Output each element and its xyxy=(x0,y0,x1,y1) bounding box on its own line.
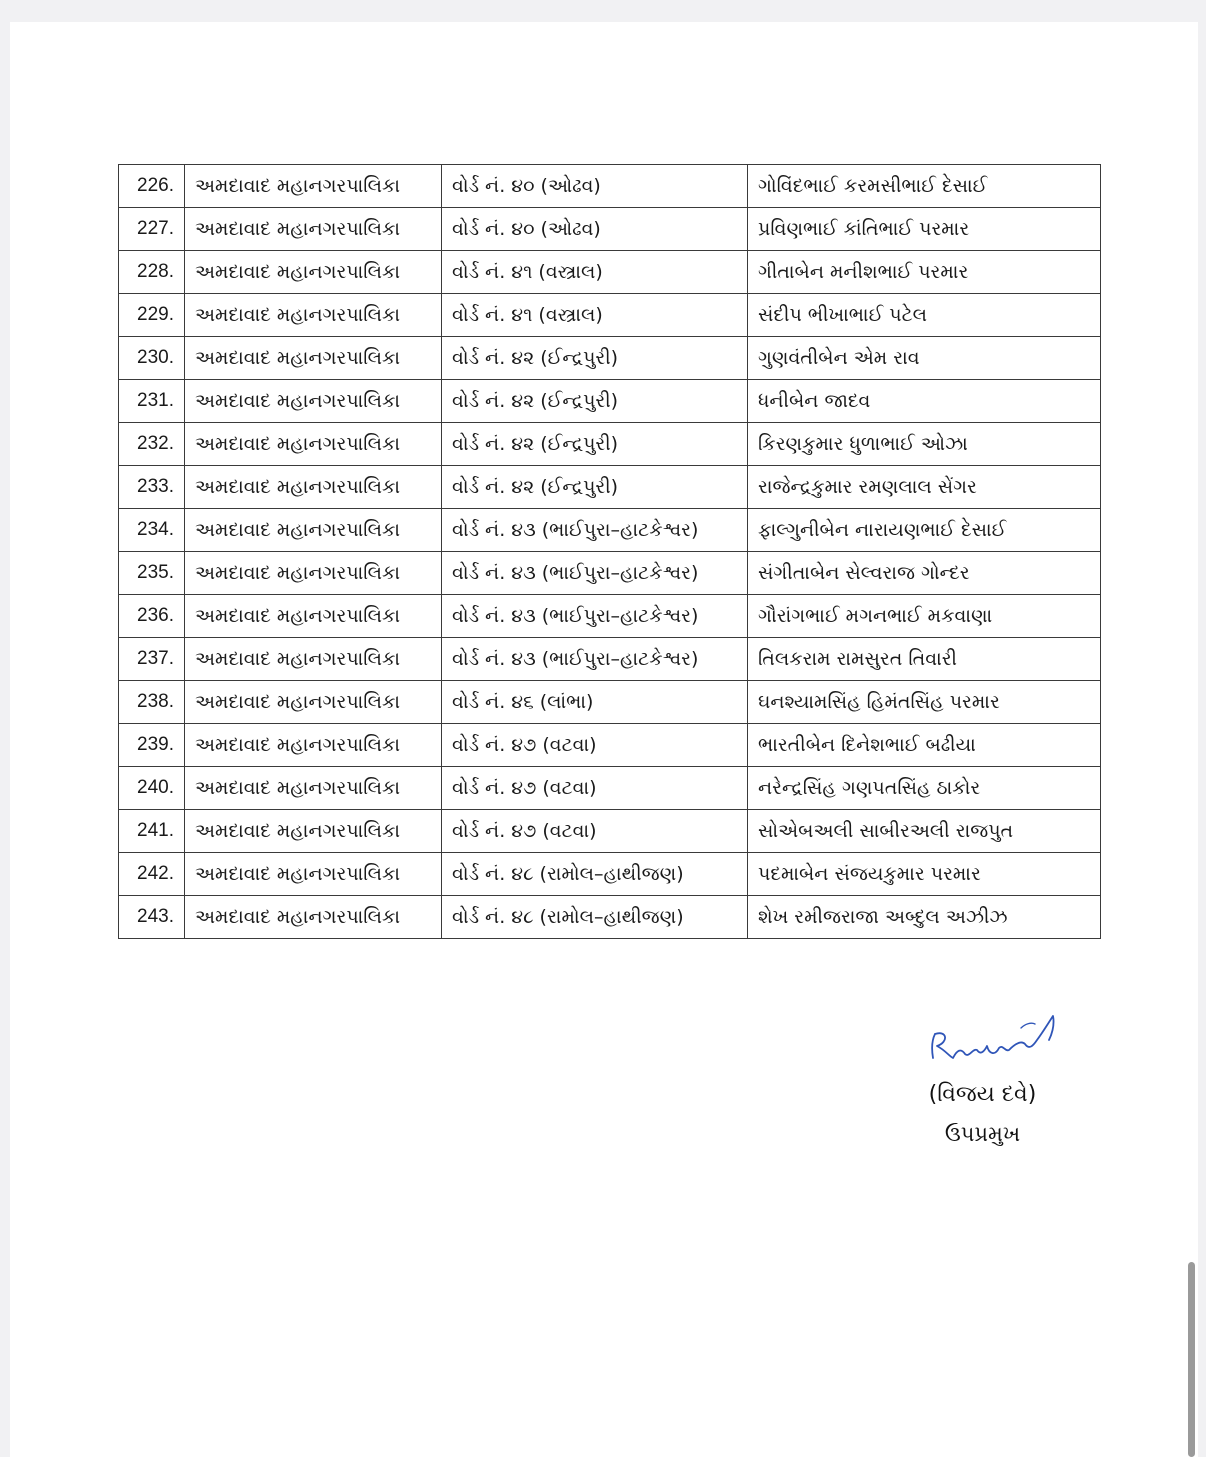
organization-cell: અમદાવાદ મહાનગરપાલિકા xyxy=(185,552,442,595)
serial-number: 241. xyxy=(119,810,185,853)
ward-cell: વોર્ડ નં. ૪૬ (લાંભા) xyxy=(442,681,748,724)
table-row xyxy=(119,767,1101,810)
serial-number: 233. xyxy=(119,466,185,509)
organization-cell: અમદાવાદ મહાનગરપાલિકા xyxy=(185,810,442,853)
table-row xyxy=(119,810,1101,853)
serial-number: 227. xyxy=(119,208,185,251)
ward-cell: વોર્ડ નં. ૪૩ (ભાઈપુરા–હાટકેશ્વર) xyxy=(442,509,748,552)
table-row xyxy=(119,595,1101,638)
name-cell: સોએબઅલી સાબીરઅલી રાજપુત xyxy=(748,810,1101,853)
organization-cell: અમદાવાદ મહાનગરપાલિકા xyxy=(185,767,442,810)
name-cell: રાજેન્દ્રકુમાર રમણલાલ સેંગર xyxy=(748,466,1101,509)
ward-cell: વોર્ડ નં. ૪૩ (ભાઈપુરા–હાટકેશ્વર) xyxy=(442,595,748,638)
name-cell: સંગીતાબેન સેલ્વરાજ ગોન્દર xyxy=(748,552,1101,595)
organization-cell: અમદાવાદ મહાનગરપાલિકા xyxy=(185,466,442,509)
name-cell: નરેન્દ્રસિંહ ગણપતસિંહ ઠાકોર xyxy=(748,767,1101,810)
serial-number: 231. xyxy=(119,380,185,423)
ward-cell: વોર્ડ નં. ૪૦ (ઓઢવ) xyxy=(442,165,748,208)
name-cell: ગોવિંદભાઈ કરમસીભાઈ દેસાઈ xyxy=(748,165,1101,208)
name-cell: ફાલ્ગુનીબેન નારાયણભાઈ દેસાઈ xyxy=(748,509,1101,552)
serial-number: 243. xyxy=(119,896,185,939)
ward-cell: વોર્ડ નં. ૪૨ (ઈન્દ્રપુરી) xyxy=(442,466,748,509)
organization-cell: અમદાવાદ મહાનગરપાલિકા xyxy=(185,165,442,208)
ward-cell: વોર્ડ નં. ૪૩ (ભાઈપુરા–હાટકેશ્વર) xyxy=(442,552,748,595)
serial-number: 230. xyxy=(119,337,185,380)
table-row xyxy=(119,896,1101,939)
table-body xyxy=(119,165,1101,939)
ward-cell: વોર્ડ નં. ૪૧ (વસ્ત્રાલ) xyxy=(442,294,748,337)
signatory-title: ઉપપ્રમુખ xyxy=(944,1122,1021,1146)
ward-cell: વોર્ડ નં. ૪૭ (વટવા) xyxy=(442,724,748,767)
organization-cell: અમદાવાદ મહાનગરપાલિકા xyxy=(185,251,442,294)
table-row xyxy=(119,423,1101,466)
name-cell: ગુણવંતીબેન એમ રાવ xyxy=(748,337,1101,380)
serial-number: 232. xyxy=(119,423,185,466)
name-cell: ગીતાબેન મનીશભાઈ પરમાર xyxy=(748,251,1101,294)
table-row xyxy=(119,638,1101,681)
organization-cell: અમદાવાદ મહાનગરપાલિકા xyxy=(185,896,442,939)
organization-cell: અમદાવાદ મહાનગરપાલિકા xyxy=(185,294,442,337)
organization-cell: અમદાવાદ મહાનગરપાલિકા xyxy=(185,638,442,681)
name-cell: કિરણકુમાર ધુળાભાઈ ઓઝા xyxy=(748,423,1101,466)
serial-number: 229. xyxy=(119,294,185,337)
serial-number: 237. xyxy=(119,638,185,681)
ward-cell: વોર્ડ નં. ૪૮ (રામોલ–હાથીજણ) xyxy=(442,853,748,896)
table-row xyxy=(119,208,1101,251)
name-cell: ગૌરાંગભાઈ મગનભાઈ મકવાણા xyxy=(748,595,1101,638)
organization-cell: અમદાવાદ મહાનગરપાલિકા xyxy=(185,337,442,380)
organization-cell: અમદાવાદ મહાનગરપાલિકા xyxy=(185,380,442,423)
table-row xyxy=(119,337,1101,380)
signatory-name: (વિજય દવે) xyxy=(928,1082,1037,1107)
serial-number: 238. xyxy=(119,681,185,724)
name-cell: સંદીપ ભીખાભાઈ પટેલ xyxy=(748,294,1101,337)
serial-number: 239. xyxy=(119,724,185,767)
name-cell: ભારતીબેન દિનેશભાઈ બઢીયા xyxy=(748,724,1101,767)
ward-cell: વોર્ડ નં. ૪૭ (વટવા) xyxy=(442,810,748,853)
organization-cell: અમદાવાદ મહાનગરપાલિકા xyxy=(185,681,442,724)
serial-number: 242. xyxy=(119,853,185,896)
table-row xyxy=(119,509,1101,552)
table-row xyxy=(119,165,1101,208)
table-row xyxy=(119,724,1101,767)
organization-cell: અમદાવાદ મહાનગરપાલિકા xyxy=(185,423,442,466)
table-row xyxy=(119,380,1101,423)
serial-number: 228. xyxy=(119,251,185,294)
name-cell: પ્રવિણભાઈ કાંતિભાઈ પરમાર xyxy=(748,208,1101,251)
name-cell: તિલકરામ રામસુરત તિવારી xyxy=(748,638,1101,681)
serial-number: 240. xyxy=(119,767,185,810)
name-cell: શેખ રમીજરાજા અબ્દુલ અઝીઝ xyxy=(748,896,1101,939)
serial-number: 235. xyxy=(119,552,185,595)
serial-number: 236. xyxy=(119,595,185,638)
name-cell: પદમાબેન સંજયકુમાર પરમાર xyxy=(748,853,1101,896)
organization-cell: અમદાવાદ મહાનગરપાલિકા xyxy=(185,853,442,896)
ward-cell: વોર્ડ નં. ૪૮ (રામોલ–હાથીજણ) xyxy=(442,896,748,939)
table-row xyxy=(119,552,1101,595)
ward-cell: વોર્ડ નં. ૪૨ (ઈન્દ્રપુરી) xyxy=(442,380,748,423)
ward-cell: વોર્ડ નં. ૪૨ (ઈન્દ્રપુરી) xyxy=(442,337,748,380)
name-cell: ઘનશ્યામસિંહ હિમંતસિંહ પરમાર xyxy=(748,681,1101,724)
table-row xyxy=(119,251,1101,294)
organization-cell: અમદાવાદ મહાનગરપાલિકા xyxy=(185,724,442,767)
table-row xyxy=(119,294,1101,337)
candidate-table xyxy=(118,164,1101,939)
ward-cell: વોર્ડ નં. ૪૩ (ભાઈપુરા–હાટકેશ્વર) xyxy=(442,638,748,681)
serial-number: 234. xyxy=(119,509,185,552)
vertical-scrollbar[interactable] xyxy=(1188,1262,1195,1457)
table-row xyxy=(119,681,1101,724)
organization-cell: અમદાવાદ મહાનગરપાલિકા xyxy=(185,208,442,251)
table-row xyxy=(119,466,1101,509)
serial-number: 226. xyxy=(119,165,185,208)
ward-cell: વોર્ડ નં. ૪૨ (ઈન્દ્રપુરી) xyxy=(442,423,748,466)
document-page xyxy=(10,22,1198,1457)
organization-cell: અમદાવાદ મહાનગરપાલિકા xyxy=(185,509,442,552)
signature xyxy=(925,1010,1065,1070)
table-row xyxy=(119,853,1101,896)
ward-cell: વોર્ડ નં. ૪૧ (વસ્ત્રાલ) xyxy=(442,251,748,294)
ward-cell: વોર્ડ નં. ૪૦ (ઓઢવ) xyxy=(442,208,748,251)
name-cell: ધનીબેન જાદવ xyxy=(748,380,1101,423)
ward-cell: વોર્ડ નં. ૪૭ (વટવા) xyxy=(442,767,748,810)
organization-cell: અમદાવાદ મહાનગરપાલિકા xyxy=(185,595,442,638)
